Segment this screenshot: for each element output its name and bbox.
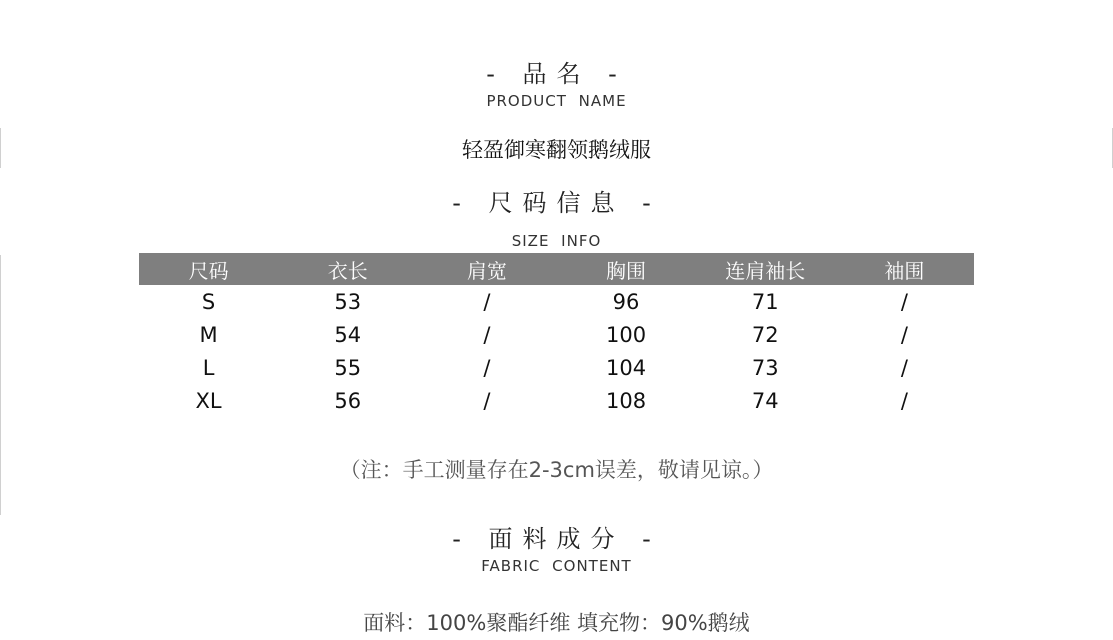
cell-size: L	[202, 355, 215, 380]
cell-length: 53	[334, 289, 362, 314]
cell-sleeve-length: 73	[751, 355, 779, 380]
header-size: 尺码	[139, 253, 278, 285]
cell-sleeve-length: 72	[751, 322, 779, 347]
table-row	[139, 318, 974, 351]
product-name: 轻盈御寒翻领鹅绒服	[462, 138, 651, 162]
table-row	[139, 384, 974, 417]
header-length: 衣长	[278, 253, 417, 285]
cell-sleeve-circumference: /	[900, 355, 908, 380]
header-chest: 胸围	[556, 253, 695, 285]
size-info-subtitle: SIZE INFO	[511, 232, 602, 250]
header-sleeve-length: 连肩袖长	[696, 253, 835, 285]
cell-chest: 104	[606, 355, 647, 380]
cell-sleeve-length: 71	[751, 289, 779, 314]
table-row	[139, 285, 974, 318]
size-table	[139, 253, 974, 417]
cell-size: S	[201, 289, 216, 314]
cell-sleeve-circumference: /	[900, 388, 908, 413]
cell-sleeve-circumference: /	[900, 322, 908, 347]
cell-sleeve-circumference: /	[900, 289, 908, 314]
size-info-title: - 尺码信息 -	[452, 189, 661, 217]
product-name-title: - 品名 -	[486, 60, 627, 88]
cell-chest: 96	[612, 289, 640, 314]
cell-length: 55	[334, 355, 362, 380]
cell-size: XL	[195, 388, 222, 413]
cell-length: 56	[334, 388, 362, 413]
cell-chest: 108	[606, 388, 647, 413]
fabric-content: 面料：100%聚酯纤维 填充物：90%鹅绒	[363, 611, 750, 635]
cell-shoulder: /	[483, 355, 491, 380]
cell-shoulder: /	[483, 388, 491, 413]
header-shoulder: 肩宽	[417, 253, 556, 285]
header-sleeve-circumference: 袖围	[835, 253, 974, 285]
cell-sleeve-length: 74	[751, 388, 779, 413]
fabric-content-title: - 面料成分 -	[452, 525, 661, 553]
fabric-content-subtitle: FABRIC CONTENT	[481, 557, 632, 575]
cell-size: M	[199, 322, 218, 347]
product-name-subtitle: PRODUCT NAME	[486, 92, 627, 110]
cell-shoulder: /	[483, 322, 491, 347]
measurement-note: （注：手工测量存在2-3cm误差，敬请见谅。）	[339, 458, 774, 482]
size-table-header-row	[139, 253, 974, 285]
cell-length: 54	[334, 322, 362, 347]
cell-chest: 100	[606, 322, 647, 347]
table-row	[139, 351, 974, 384]
cell-shoulder: /	[483, 289, 491, 314]
